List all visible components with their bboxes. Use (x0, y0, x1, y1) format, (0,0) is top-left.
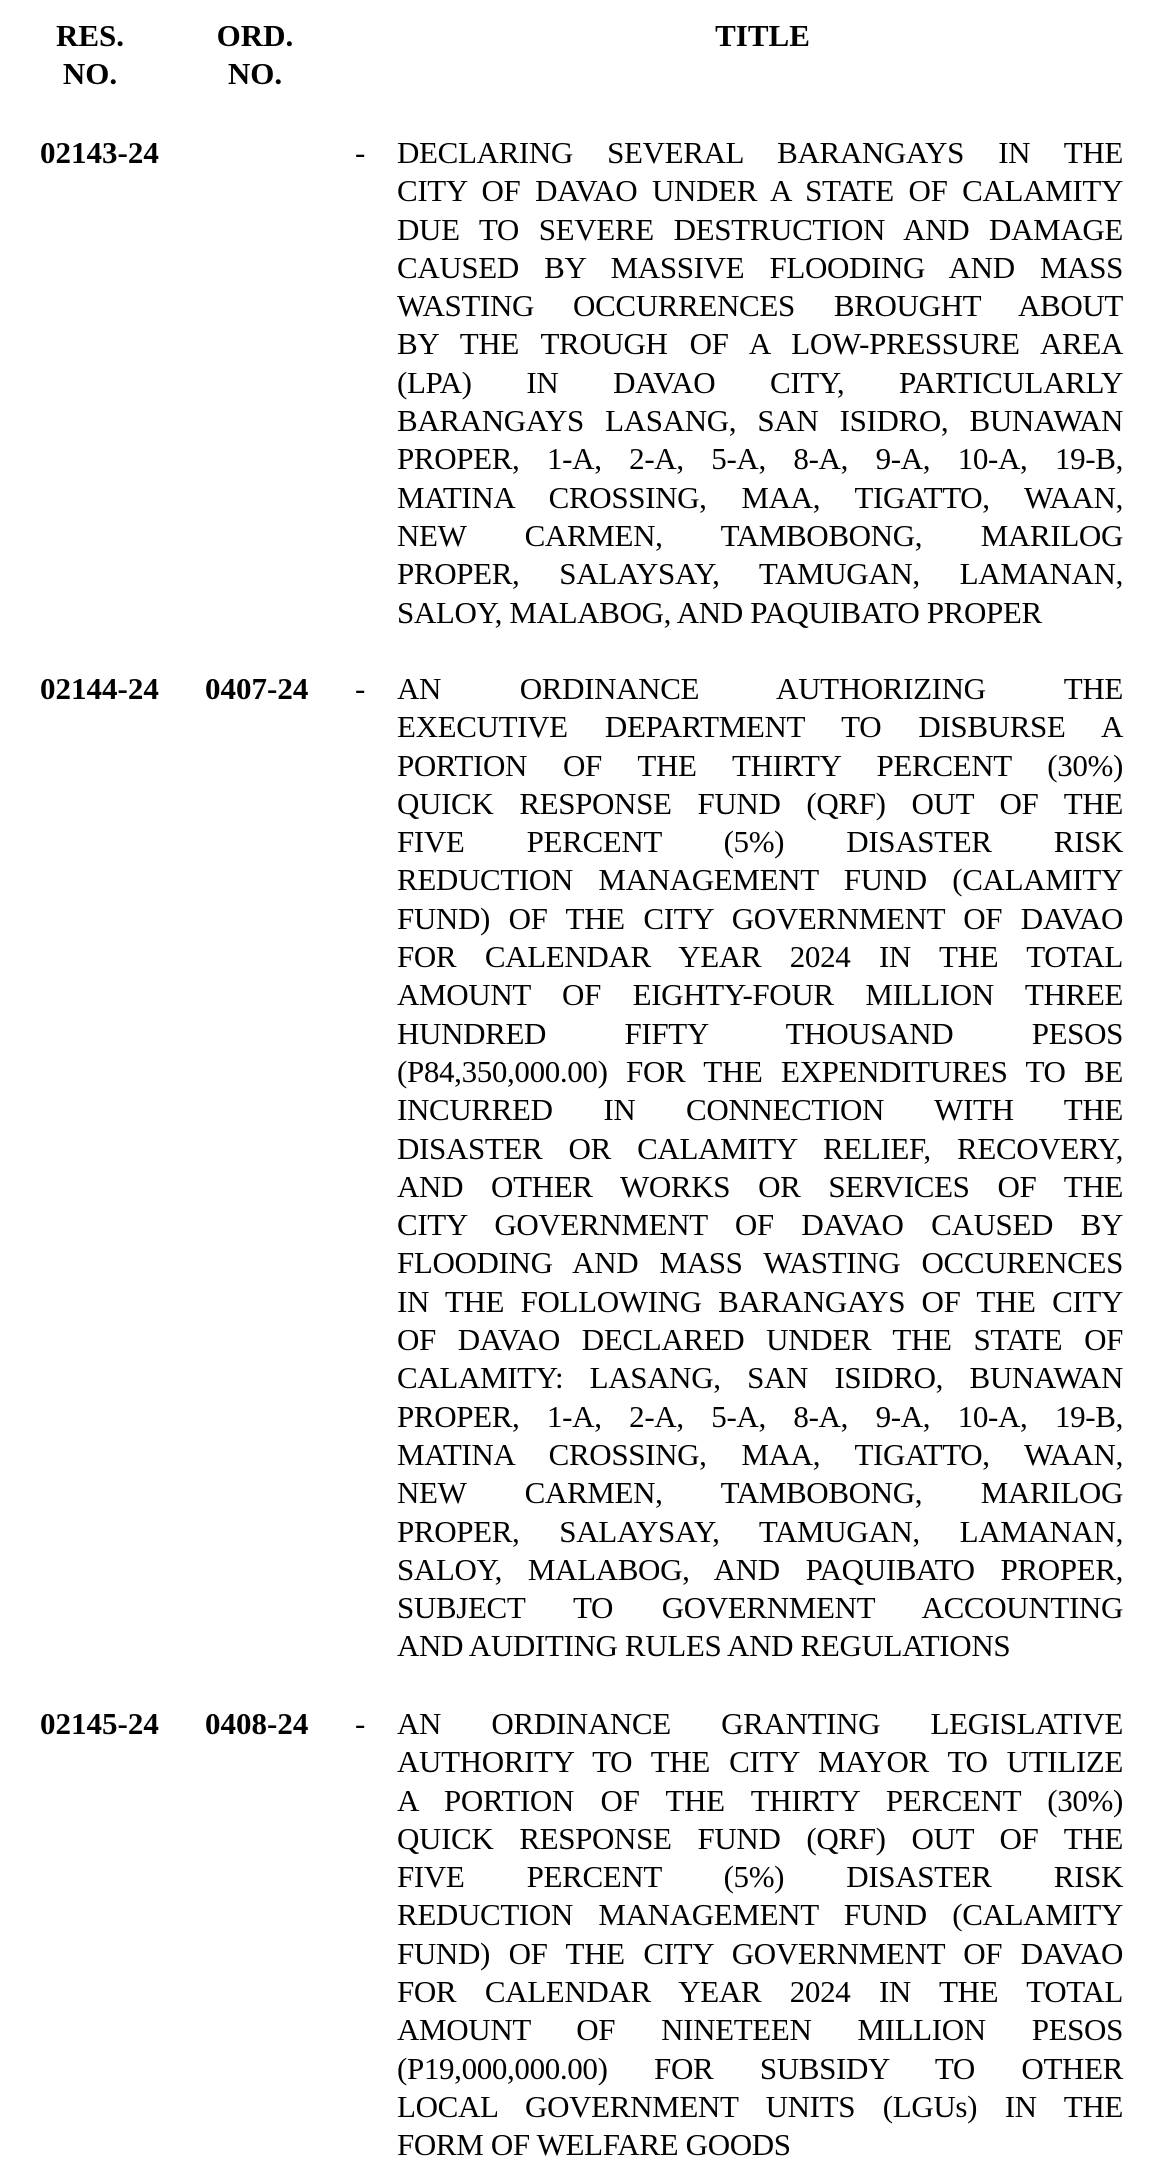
title-line: LOCAL GOVERNMENT UNITS (LGUs) IN THE (397, 2088, 1123, 2124)
ord-no: 0408-24 (205, 1706, 309, 1741)
title-line: AN ORDINANCE AUTHORIZING THE (397, 671, 1123, 706)
title-line: FORM OF WELFARE GOODS (397, 2127, 791, 2163)
header-title (395, 17, 1130, 55)
res-no: 02143-24 (40, 135, 159, 170)
title-line: FOR CALENDAR YEAR 2024 IN THE TOTAL (397, 939, 1123, 975)
title-line: PROPER, 1-A, 2-A, 5-A, 8-A, 9-A, 10-A, 19-B, (397, 1398, 1123, 1434)
header-ord-no (195, 17, 315, 93)
title-line: FLOODING AND MASS WASTING OCCURENCES (397, 1245, 1123, 1281)
title-line: AND OTHER WORKS OR SERVICES OF THE (397, 1168, 1123, 1204)
title-line: WASTING OCCURRENCES BROUGHT ABOUT (397, 288, 1123, 324)
title-line: AN ORDINANCE GRANTING LEGISLATIVE (397, 1706, 1123, 1741)
title-line: PROPER, SALAYSAY, TAMUGAN, LAMANAN, (397, 1513, 1123, 1549)
title-line: AND AUDITING RULES AND REGULATIONS (397, 1628, 1011, 1664)
title-line: DUE TO SEVERE DESTRUCTION AND DAMAGE (397, 211, 1123, 247)
title-line: SUBJECT TO GOVERNMENT ACCOUNTING (397, 1590, 1123, 1626)
title-line: MATINA CROSSING, MAA, TIGATTO, WAAN, (397, 1436, 1123, 1472)
res-no: 02145-24 (40, 1706, 159, 1741)
title-line: REDUCTION MANAGEMENT FUND (CALAMITY (397, 1897, 1123, 1933)
title-line: FIVE PERCENT (5%) DISASTER RISK (397, 1859, 1123, 1895)
title-line: QUICK RESPONSE FUND (QRF) OUT OF THE (397, 1820, 1123, 1856)
title-line: DECLARING SEVERAL BARANGAYS IN THE (397, 135, 1123, 170)
res-no: 02144-24 (40, 671, 159, 706)
header-title-text: TITLE (715, 18, 810, 53)
title-line: (P84,350,000.00) FOR THE EXPENDITURES TO BE (397, 1053, 1123, 1089)
title-line: FUND) OF THE CITY GOVERNMENT OF DAVAO (397, 1935, 1123, 1971)
title-line: CITY OF DAVAO UNDER A STATE OF CALAMITY (397, 173, 1123, 209)
entry-title (397, 134, 1123, 632)
ord-no: 0407-24 (205, 671, 309, 706)
title-line: REDUCTION MANAGEMENT FUND (CALAMITY (397, 862, 1123, 898)
header-res-line1: RES. (55, 18, 125, 53)
title-line: A PORTION OF THE THIRTY PERCENT (30%) (397, 1782, 1123, 1818)
title-line: DISASTER OR CALAMITY RELIEF, RECOVERY, (397, 1130, 1123, 1166)
title-line: SALOY, MALABOG, AND PAQUIBATO PROPER, (397, 1551, 1123, 1587)
header-res-no (30, 17, 150, 93)
header-res-line2: NO. (62, 56, 118, 91)
entry-title (397, 1705, 1123, 2165)
title-line: FIVE PERCENT (5%) DISASTER RISK (397, 824, 1123, 860)
title-line: FOR CALENDAR YEAR 2024 IN THE TOTAL (397, 1974, 1123, 2010)
title-line: AMOUNT OF NINETEEN MILLION PESOS (397, 2012, 1123, 2048)
title-line: AMOUNT OF EIGHTY-FOUR MILLION THREE (397, 977, 1123, 1013)
title-line: CITY GOVERNMENT OF DAVAO CAUSED BY (397, 1207, 1123, 1243)
title-line: CALAMITY: LASANG, SAN ISIDRO, BUNAWAN (397, 1360, 1123, 1396)
title-line: FUND) OF THE CITY GOVERNMENT OF DAVAO (397, 900, 1123, 936)
title-line: IN THE FOLLOWING BARANGAYS OF THE CITY (397, 1283, 1123, 1319)
header-ord-line1: ORD. (216, 18, 294, 53)
title-line: INCURRED IN CONNECTION WITH THE (397, 1092, 1123, 1128)
title-line: SALOY, MALABOG, AND PAQUIBATO PROPER (397, 594, 1042, 630)
separator-dash: - (355, 671, 366, 706)
title-line: (P19,000,000.00) FOR SUBSIDY TO OTHER (397, 2050, 1123, 2086)
title-line: AUTHORITY TO THE CITY MAYOR TO UTILIZE (397, 1744, 1123, 1780)
title-line: NEW CARMEN, TAMBOBONG, MARILOG (397, 517, 1123, 553)
title-line: BARANGAYS LASANG, SAN ISIDRO, BUNAWAN (397, 403, 1123, 439)
title-line: BY THE TROUGH OF A LOW-PRESSURE AREA (397, 326, 1123, 362)
title-line: OF DAVAO DECLARED UNDER THE STATE OF (397, 1322, 1123, 1358)
title-line: MATINA CROSSING, MAA, TIGATTO, WAAN, (397, 479, 1123, 515)
title-line: PROPER, SALAYSAY, TAMUGAN, LAMANAN, (397, 556, 1123, 592)
title-line: EXECUTIVE DEPARTMENT TO DISBURSE A (397, 709, 1123, 745)
entry-title (397, 670, 1123, 1666)
title-line: HUNDRED FIFTY THOUSAND PESOS (397, 1015, 1123, 1051)
title-line: PORTION OF THE THIRTY PERCENT (30%) (397, 747, 1123, 783)
title-line: (LPA) IN DAVAO CITY, PARTICULARLY (397, 364, 1123, 400)
title-line: QUICK RESPONSE FUND (QRF) OUT OF THE (397, 785, 1123, 821)
separator-dash: - (355, 1706, 366, 1741)
separator-dash: - (355, 135, 366, 170)
header-ord-line2: NO. (227, 56, 283, 91)
title-line: NEW CARMEN, TAMBOBONG, MARILOG (397, 1475, 1123, 1511)
title-line: CAUSED BY MASSIVE FLOODING AND MASS (397, 249, 1123, 285)
title-line: PROPER, 1-A, 2-A, 5-A, 8-A, 9-A, 10-A, 19-B, (397, 441, 1123, 477)
